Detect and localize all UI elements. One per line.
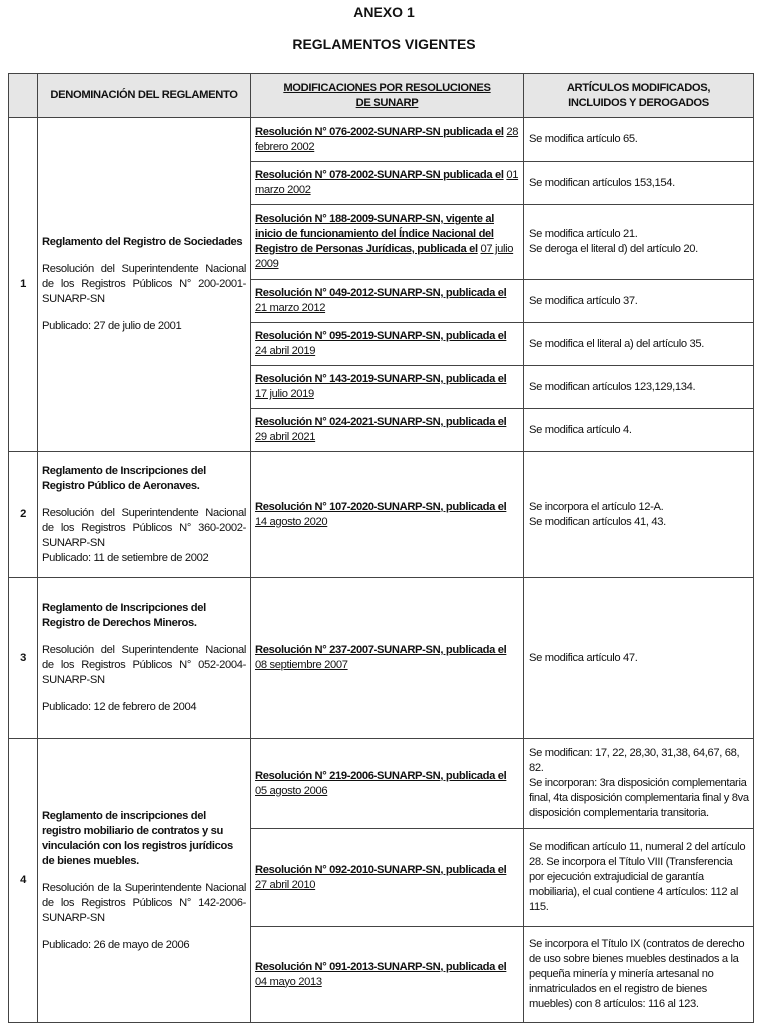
document-subtitle: REGLAMENTOS VIGENTES [292,36,476,52]
articles-line1: Se incorpora el Título IX (contratos de derecho de uso sobre bienes muebles destinados a la pequeña minería y minería artesanal no inmatriculados en el registro de bienes muebles) con 8 artículos: 116 al 123. [529,938,745,1010]
regulation-number: 1 [9,118,38,452]
resolution-text: Resolución N° 107-2020-SUNARP-SN, publicada el [255,500,507,513]
modification-cell [251,409,524,452]
resolution-date: 07 julio 2009 [255,243,514,270]
resolution-text: Resolución N° 219-2006-SUNARP-SN, publicada el [255,769,507,782]
resolution-text: Resolución N° 024-2021-SUNARP-SN, publicada el [255,416,507,428]
articles-cell [524,323,754,366]
modification-cell [251,452,524,578]
regulation-published: Publicado: 27 de julio de 2001 [42,320,182,332]
header-articles [524,74,754,118]
resolution-text: Resolución N° 049-2012-SUNARP-SN, publicada el [255,287,507,299]
articles-line1: Se modifica artículo 37. [529,294,638,307]
regulation-published: Publicado: 11 de setiembre de 2002 [42,551,209,564]
regulation-cell [38,578,251,739]
annex-title: ANEXO 1 [353,4,415,20]
resolution-date: 27 abril 2010 [255,878,316,891]
resolution-date: 17 julio 2019 [255,388,314,400]
resolution-text: Resolución N° 095-2019-SUNARP-SN, publicada el [255,330,507,342]
articles-cell [524,452,754,578]
table-header-row [9,74,754,118]
articles-line1: Se modifica artículo 47. [529,651,638,664]
articles-cell [524,162,754,205]
regulation-resolution: Resolución de la Superintendente Nacional de los Registros Públicos N° 142-2006-SUNARP-SN [42,881,246,924]
articles-cell [524,366,754,409]
articles-line2: Se deroga el literal d) del artículo 20. [529,243,698,255]
regulation-published: Publicado: 12 de febrero de 2004 [42,701,197,713]
table-body [9,118,754,1023]
articles-line1: Se incorpora el artículo 12-A. [529,500,664,513]
articles-line1: Se modifica artículo 21. [529,228,638,240]
articles-line1: Se modifica artículo 4. [529,423,632,436]
articles-cell [524,927,754,1023]
resolution-date: 21 marzo 2012 [255,302,326,314]
header-regulation-name: DENOMINACIÓN DEL REGLAMENTO [38,74,251,118]
articles-cell [524,829,754,927]
resolution-text: Resolución N° 091-2013-SUNARP-SN, publicada el [255,960,507,973]
modification-cell [251,366,524,409]
header-modifications [251,74,524,118]
regulations-table [8,73,754,1023]
regulation-name: Reglamento de inscripciones del registro mobiliario de contratos y su vinculación con los registros jurídicos de bienes muebles. [42,809,233,867]
regulation-cell [38,739,251,1023]
articles-line1: Se modifican artículo 11, numeral 2 del artículo 28. Se incorpora el Título VIII (Transferencia por ejecución extrajudicial de garantía mobiliaria), el cual contiene 4 artículos: 112 al 115. [529,841,746,913]
resolution-date: 08 septiembre 2007 [255,659,348,671]
regulation-name: Reglamento del Registro de Sociedades [42,236,243,248]
modification-cell [251,280,524,323]
resolution-date: 05 agosto 2006 [255,784,328,797]
regulation-resolution: Resolución del Superintendente Nacional de los Registros Públicos N° 360-2002-SUNARP-SN [42,506,246,549]
table-row [9,578,754,739]
regulation-number: 3 [9,578,38,739]
regulation-cell [38,452,251,578]
resolution-date: 24 abril 2019 [255,345,316,357]
resolution-text: Resolución N° 143-2019-SUNARP-SN, publicada el [255,373,507,385]
resolution-text: Resolución N° 092-2010-SUNARP-SN, publicada el [255,863,507,876]
regulation-resolution: Resolución del Superintendente Nacional de los Registros Públicos N° 052-2004-SUNARP-SN [42,644,246,686]
table-row [9,739,754,829]
regulation-cell [38,118,251,452]
articles-cell [524,739,754,829]
resolution-text: Resolución N° 076-2002-SUNARP-SN publicada el [255,125,504,138]
modification-cell [251,162,524,205]
modification-cell [251,927,524,1023]
resolution-text: Resolución N° 188-2009-SUNARP-SN, vigente al inicio de funcionamiento del Índice Nacional del Registro de Personas Jurídicas, publicada el [255,213,495,255]
articles-cell [524,205,754,280]
articles-cell [524,578,754,739]
regulation-published: Publicado: 26 de mayo de 2006 [42,938,190,951]
regulation-number: 4 [9,739,38,1023]
regulation-number: 2 [9,452,38,578]
modification-cell [251,578,524,739]
articles-line1: Se modifican: 17, 22, 28,30, 31,38, 64,67, 68, 82. [529,747,740,774]
resolution-text: Resolución N° 078-2002-SUNARP-SN publicada el [255,169,504,181]
resolution-date: 28 febrero 2002 [255,125,519,153]
articles-line2: Se incorporan: 3ra disposición complementaria final, 4ta disposición complementaria final y 8va disposición complementaria transitoria. [529,777,749,819]
resolution-date: 14 agosto 2020 [255,515,328,528]
modification-cell [251,829,524,927]
header-modifications-line1: MODIFICACIONES POR RESOLUCIONES [283,81,491,94]
regulation-resolution: Resolución del Superintendente Nacional de los Registros Públicos N° 200-2001-SUNARP-SN [42,263,246,305]
resolution-date: 04 mayo 2013 [255,975,322,988]
articles-line1: Se modifica el literal a) del artículo 35. [529,337,704,350]
modification-cell [251,118,524,162]
resolution-text: Resolución N° 237-2007-SUNARP-SN, publicada el [255,644,507,656]
regulation-name: Reglamento de Inscripciones del Registro de Derechos Mineros. [42,602,206,629]
modification-cell [251,323,524,366]
table-row [9,118,754,162]
header-number [9,74,38,118]
regulation-name: Reglamento de Inscripciones del Registro Público de Aeronaves. [42,464,206,492]
articles-cell [524,118,754,162]
articles-line2: Se modifican artículos 41, 43. [529,515,666,528]
header-articles-line1: ARTÍCULOS MODIFICADOS, [566,81,711,94]
header-modifications-line2: DE SUNARP [355,96,419,109]
articles-line1: Se modifican artículos 153,154. [529,176,675,189]
articles-cell [524,280,754,323]
resolution-date: 01 marzo 2002 [255,169,519,196]
articles-cell [524,409,754,452]
articles-line1: Se modifican artículos 123,129,134. [529,380,696,393]
articles-line1: Se modifica artículo 65. [529,133,638,145]
modification-cell [251,205,524,280]
modification-cell [251,739,524,829]
header-articles-line2: INCLUIDOS Y DEROGADOS [568,96,709,109]
resolution-date: 29 abril 2021 [255,431,316,443]
table-row [9,452,754,578]
